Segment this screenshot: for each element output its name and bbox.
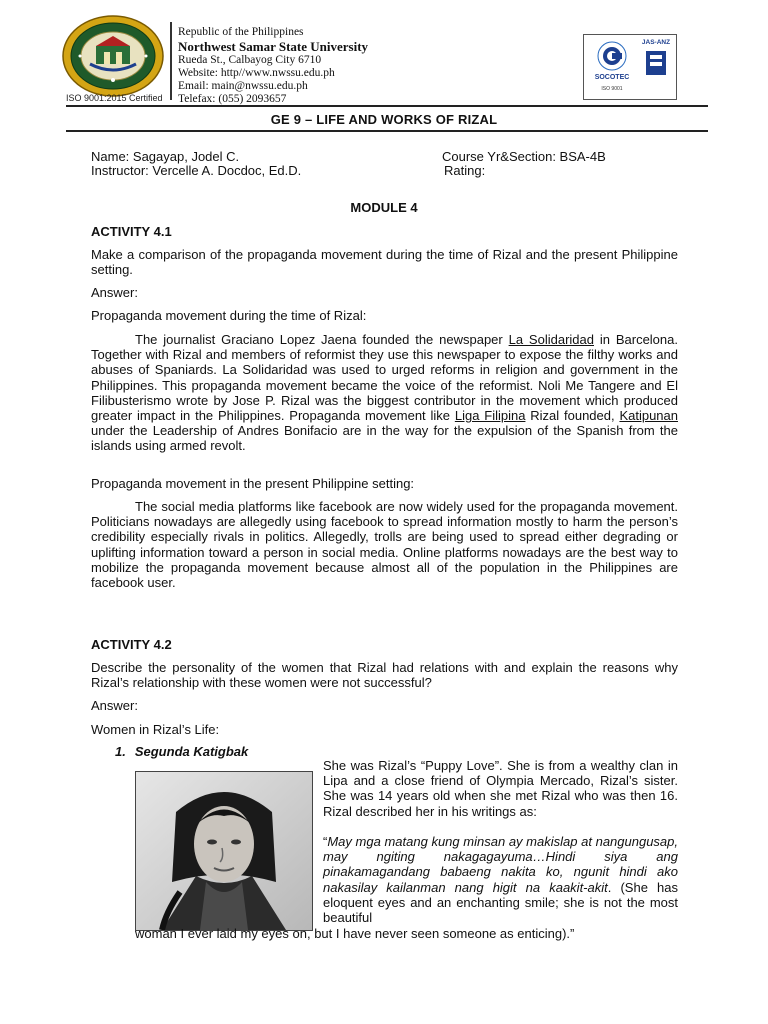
quote-translation: . (She has eloquent eyes and an enchanting smile; she is not the most beautiful <box>323 879 678 926</box>
rizal-quote <box>323 834 678 925</box>
quote-open-mark: “ <box>323 834 328 849</box>
activity-4-1-answer-label: Answer: <box>91 285 138 300</box>
document-header <box>0 0 768 110</box>
address-line: Rueda St., Calbayog City 6710 <box>178 54 322 66</box>
certification-logos <box>583 34 677 100</box>
university-name: Northwest Samar State University <box>178 39 369 54</box>
header-rule-bottom <box>66 130 708 132</box>
list-item-segunda <box>115 744 248 759</box>
jas-anz-logo <box>640 39 672 95</box>
segunda-description: She was Rizal’s “Puppy Love”. She is from a wealthy clan in Lipa and a close friend of Olympia Mercado, Rizal’s sister. She was 14 years old when she met Rizal who was then 16. Rizal described her in his writings as: <box>323 758 678 819</box>
paragraph-rizal-era <box>91 332 678 454</box>
header-rule-top <box>66 105 708 107</box>
katipunan-text: Katipunan <box>619 408 678 424</box>
iso-certified-label: ISO 9001:2015 Certified <box>66 93 163 103</box>
subheading-present-setting: Propaganda movement in the present Philippine setting: <box>91 476 415 491</box>
list-item-number: 1. <box>115 744 126 759</box>
student-name: Name: Sagayap, Jodel C. <box>91 149 240 164</box>
course-title: GE 9 – LIFE AND WORKS OF RIZAL <box>270 112 498 127</box>
quote-tagalog: May mga matang kung minsan ay makislap at nangungusap, may ngiting nakagagayuma…Hindi siya ang pinakamagandang babaeng nakita ko, ngunit hindi ako nakasilay kailanman nang higit na kaakit-akit <box>323 834 678 895</box>
paragraph-rizal-era-text-d: under the Leadership of Andres Bonifacio are in the way for the expulsion of the Spanish from the islands using armed revolt. <box>91 423 678 454</box>
socotec-logo <box>588 38 636 96</box>
activity-4-1-question: Make a comparison of the propaganda movement during the time of Rizal and the present Philippine setting. <box>91 247 678 278</box>
activity-4-2-answer-label: Answer: <box>91 698 138 713</box>
republic-label: Republic of the Philippines <box>178 26 304 38</box>
header-divider <box>170 22 172 100</box>
paragraph-rizal-era-text-b: in Barcelona. Together with Rizal and members of reformist they use this newspaper to expose the filthy works and abuses of Spaniards. La Solidaridad was used to urged reforms in religion and government in the Philippines. This propaganda movement became the voice of the reformist. Noli Me Tangere and El Filibusterismo wrote by Jose P. Rizal was the biggest contributor in the movement which produced greater impact in the Philippines. Propaganda movement like <box>91 332 678 424</box>
activity-4-2-question: Describe the personality of the women that Rizal had relations with and explain the reasons why Rizal’s relationship with these women were not successful? <box>91 660 678 691</box>
website-line: Website: http//www.nwssu.edu.ph <box>178 67 335 79</box>
module-title: MODULE 4 <box>350 200 418 215</box>
quote-translation-end: woman I ever laid my eyes on, but I have never seen someone as enticing).” <box>135 926 575 941</box>
paragraph-rizal-era-text-c: Rizal founded, <box>525 408 620 424</box>
telefax-line: Telefax: (055) 2093657 <box>178 93 287 105</box>
course-section: Course Yr&Section: BSA-4B <box>442 149 606 164</box>
instructor-name: Instructor: Vercelle A. Docdoc, Ed.D. <box>91 163 302 178</box>
list-item-name: Segunda Katigbak <box>134 744 249 759</box>
paragraph-present-setting: The social media platforms like facebook are now widely used for the propaganda movement. Politicians nowadays are allegedly using facebook to spread information mostly to harm the person’s credibility especially rivals in politics. Allegedly, trolls are being used to spread either degrading or uplifting information toward a person in social media. Online platforms nowadays are the best way to mobilize the propaganda movement because almost all of the population in the Philippines are facebook user. <box>91 499 678 591</box>
jas-anz-label: JAS-ANZ <box>641 39 671 46</box>
paragraph-rizal-era-text-a: The journalist Graciano Lopez Jaena founded the newspaper <box>135 332 509 347</box>
subheading-women: Women in Rizal’s Life: <box>91 722 220 737</box>
liga-filipina-text: Liga Filipina <box>454 408 526 424</box>
iso-9001-label: ISO 9001 <box>601 86 623 92</box>
segunda-katigbak-portrait <box>135 771 313 931</box>
subheading-rizal-era: Propaganda movement during the time of Rizal: <box>91 308 367 323</box>
activity-4-2-heading: ACTIVITY 4.2 <box>91 637 172 652</box>
la-solidaridad-link-text: La Solidaridad <box>508 332 594 347</box>
socotec-label: SOCOTEC <box>594 74 630 81</box>
rating-label: Rating: <box>444 163 486 178</box>
university-info <box>178 26 368 106</box>
email-line: Email: main@nwssu.edu.ph <box>178 80 308 92</box>
activity-4-1-heading: ACTIVITY 4.1 <box>91 224 172 239</box>
